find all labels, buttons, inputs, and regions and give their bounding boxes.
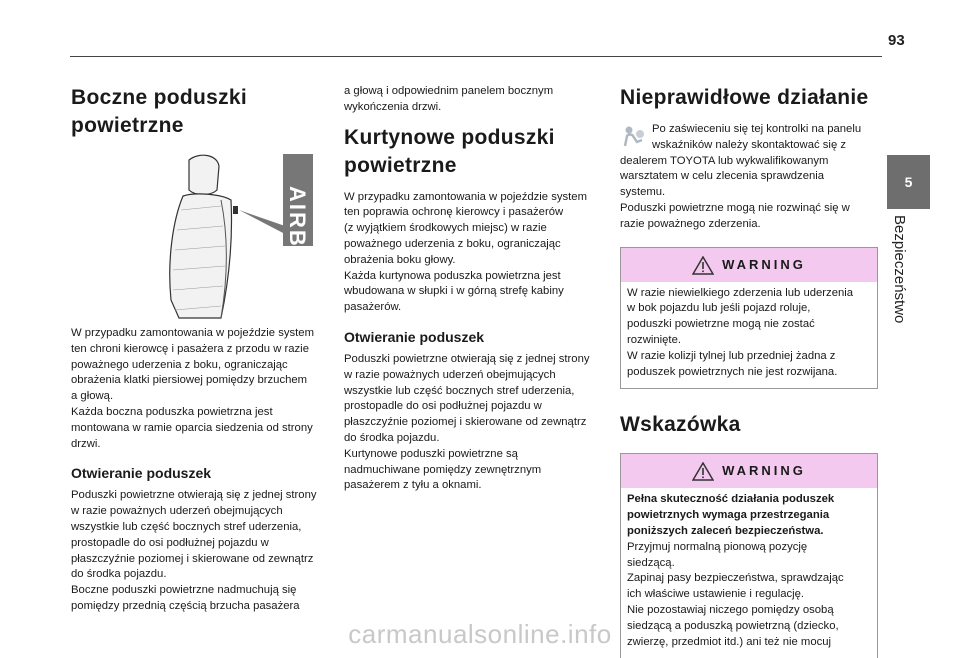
subtitle-deployment-1: Otwieranie poduszek — [71, 465, 212, 482]
side-airbags-deployment: Poduszki powietrzne otwierają się z jednej strony w razie poważnych uderzeń obejmujących wszystkie lub część bocznych stref uderzenia, prostopadle do osi podłużnej pojazdu w płaszczyźnie poziomej i skierowane od zewnątrz do środka pojazdu. Boczne poduszki powietrzne nadmuchują się pomiędzy przednią częścią brzucha pasażera — [71, 489, 317, 612]
section-title-side-airbags: Boczne poduszki powietrzne — [71, 86, 248, 137]
warning-title-1: WARNING — [722, 256, 806, 272]
column-malfunction — [620, 84, 878, 658]
section-title-curtain-airbags: Kurtynowe poduszki powietrzne — [344, 125, 555, 177]
warning-triangle-icon — [692, 462, 714, 481]
column-curtain-airbags — [344, 84, 606, 494]
subtitle-deployment-2: Otwieranie poduszek — [344, 328, 485, 345]
warning-title-2: WARNING — [722, 463, 806, 479]
page-number: 93 — [888, 32, 905, 49]
warning-body-1 — [621, 282, 877, 389]
curtain-airbags-deployment: Poduszki powietrzne otwierają się z jednej strony w razie poważnych uderzeń obejmujących wszystkie lub część bocznych stref uderzenia, prostopadle do osi podłużnej pojazdu w płaszczyźnie poziomej i skierowane od zewnątrz do środka pojazdu. Kurtynowe poduszki powietrzne są nadmuchiwane pomiędzy zewnętrznym pasażerem z tyłu a oknami. — [344, 352, 590, 492]
warning-text-1: W razie niewielkiego zderzenia lub uderzenia w bok pojazdu lub jeśli pojazd roluje, poduszki powietrzne mogą nie zostać rozwinięte. W razie kolizji tylnej lub przedniej żadna z poduszek powietrznych nie jest rozwijana. — [627, 286, 854, 378]
warning-light-icon — [620, 122, 646, 148]
warning-bold-text-2: Pełna skuteczność działania poduszek powietrznych wymaga przestrzegania poniższych zaleceń bezpieczeństwa. — [627, 493, 835, 537]
watermark: carmanualsonline.info — [348, 619, 612, 649]
chapter-tab[interactable]: 5 — [887, 155, 930, 209]
seat-airbag-illustration — [71, 150, 327, 320]
warning-box-1 — [620, 247, 878, 390]
continued-text: a głową i odpowiednim panelem bocznym wykończenia drzwi. — [344, 85, 554, 113]
section-title-malfunction: Nieprawidłowe działanie — [620, 86, 869, 109]
warning-triangle-icon — [692, 256, 714, 275]
curtain-airbags-intro: W przypadku zamontowania w pojeździe system ten poprawia ochronę kierowcy i pasażerów (z wyjątkiem środkowych miejsc) w razie poważnego uderzenia z boku, ograniczając obrażenia boku głowy. Każda kurtynowa poduszka powietrzna jest wbudowana w słupki i w górną strefę kabiny pasażerów. — [344, 190, 587, 314]
malfunction-note — [620, 122, 878, 233]
warning-header-2 — [621, 454, 877, 488]
section-title-tip: Wskazówka — [620, 413, 741, 437]
airbag-label: AIRBAG — [285, 186, 310, 285]
malfunction-text: Po zaświeceniu się tej kontrolki na panelu wskaźników należy skontaktować się z dealerem TOYOTA lub wykwalifikowanym warsztatem w celu zlecenia sprawdzenia systemu. Poduszki powietrzne mogą nie rozwinąć się w razie poważnego zderzenia. — [620, 123, 862, 230]
warning-header-1 — [621, 248, 877, 282]
side-airbags-intro: W przypadku zamontowania w pojeździe system ten chroni kierowcę i pasażera z przodu w razie poważnego uderzenia z boku, ograniczając obrażenia klatki piersiowej pomiędzy brzuchem a głową. Każda boczna poduszka powietrzna jest montowana w ramie oparcia siedzenia od strony drzwi. — [71, 327, 314, 450]
warning-text-2: Przyjmuj normalną pionową pozycję siedzącą. Zapinaj pasy bezpieczeństwa, sprawdzając ich właściwe ustawienie i regulację. Nie pozostawiaj niczego pomiędzy osobą siedzącą a poduszką powietrzną (dziecko, zwierzę, przedmiot itd.) ani też nie mocuj — [627, 540, 844, 648]
column-side-airbags — [71, 84, 327, 615]
header-rule — [70, 56, 882, 57]
chapter-label: Bezpieczeństwo — [891, 215, 908, 324]
